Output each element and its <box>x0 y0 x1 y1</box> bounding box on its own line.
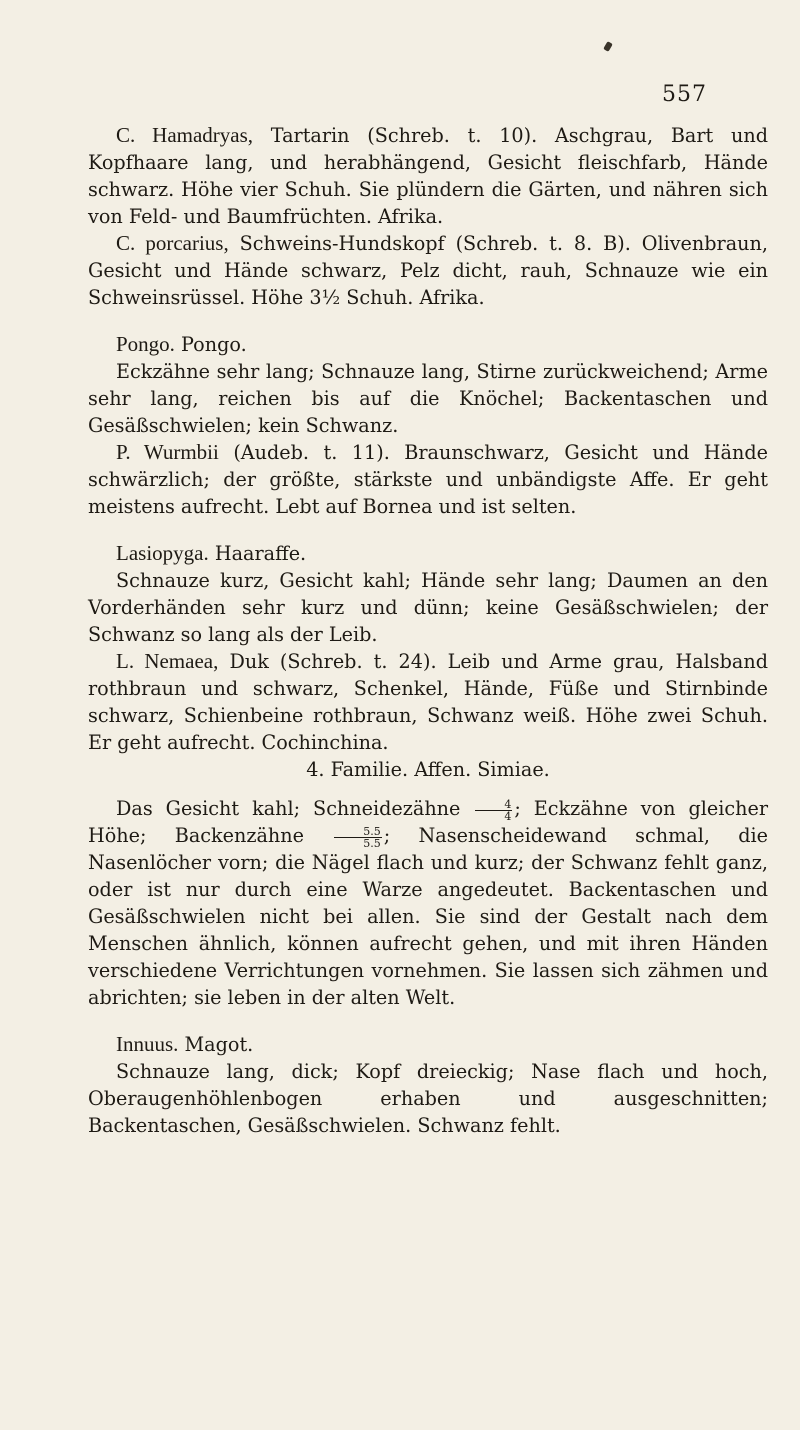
page-number: 557 <box>662 82 707 107</box>
entry-innuus-genus <box>88 1031 768 1058</box>
fraction-numerator: 4 <box>475 799 512 811</box>
spacer <box>88 1011 768 1031</box>
entry-pongo-genus <box>88 331 768 358</box>
genus-common-name: Haaraffe. <box>214 542 307 565</box>
fraction-numerator: 5.5 <box>334 826 382 838</box>
page-body <box>88 122 768 1139</box>
genus-name: Pongo. <box>116 332 175 356</box>
genus-description: Schnauze lang, dick; Kopf dreieckig; Nase flach und hoch, Oberaugenhöhlenbogen erhaben und ausgeschnitten; Backentaschen, Gesäßschwielen. Schwanz fehlt. <box>88 1060 768 1137</box>
genus-name: Lasiopyga. <box>116 541 209 565</box>
genus-common-name: Pongo. <box>181 333 247 356</box>
entry-nemaea <box>88 648 768 756</box>
molar-fraction <box>334 826 382 849</box>
corner-mark <box>603 41 613 52</box>
family-heading: 4. Familie. Affen. Simiae. <box>306 758 550 781</box>
genus-description: Schnauze kurz, Gesicht kahl; Hände sehr lang; Daumen an den Vorderhänden sehr kurz und dünn; keine Gesäßschwielen; der Schwanz so lang als der Leib. <box>88 569 768 646</box>
fraction-denominator: 4 <box>504 809 512 823</box>
species-name: C. porcarius, <box>116 231 229 255</box>
genus-name: Innuus. <box>116 1032 179 1056</box>
family-text-2: ; Eckzähne von gleicher Höhe; Backenzähne <box>88 797 768 847</box>
genus-common-name: Magot. <box>184 1033 254 1056</box>
family-text-1: Das Gesicht kahl; Schneidezähne <box>116 797 461 820</box>
genus-description: Eckzähne sehr lang; Schnauze lang, Stirne zurückweichend; Arme sehr lang, reichen bis auf die Knöchel; Backentaschen und Gesäßschwielen; kein Schwanz. <box>88 360 768 437</box>
entry-lasiopyga-genus <box>88 540 768 567</box>
spacer <box>88 311 768 331</box>
species-name: L. Nemaea, <box>116 649 219 673</box>
entry-lasiopyga-description <box>88 567 768 648</box>
entry-porcarius <box>88 230 768 311</box>
entry-innuus-description <box>88 1058 768 1139</box>
entry-pongo-description <box>88 358 768 439</box>
entry-text: (Audeb. t. 11). Braunschwarz, Gesicht und Hände schwärzlich; der größte, stärkste und unbändigste Affe. Er geht meistens aufrecht. Lebt auf Bornea und ist selten. <box>88 441 768 518</box>
fraction-denominator: 5.5 <box>363 836 381 850</box>
family-description <box>88 795 768 1011</box>
entry-hamadryas <box>88 122 768 230</box>
entry-text: Schweins-Hundskopf (Schreb. t. 8. B). Olivenbraun, Gesicht und Hände schwarz, Pelz dicht, rauh, Schnauze wie ein Schweinsrüssel. Höhe 3½ Schuh. Afrika. <box>88 232 768 309</box>
family-text-3: ; Nasenscheidewand schmal, die Nasenlöcher vorn; die Nägel flach und kurz; der Schwanz fehlt ganz, oder ist nur durch eine Warze angedeutet. Backentaschen und Gesäßschwielen nicht bei allen. Sie sind der Gestalt nach dem Menschen ähnlich, können aufrecht gehen, und mit ihren Händen verschiedene Verrichtungen vornehmen. Sie lassen sich zähmen und abrichten; sie leben in der alten Welt. <box>88 824 768 1009</box>
entry-wurmbii <box>88 439 768 520</box>
incisor-fraction <box>475 799 512 822</box>
entry-text: Tartarin (Schreb. t. 10). Aschgrau, Bart und Kopfhaare lang, und herabhängend, Gesicht fleischfarb, Hände schwarz. Höhe vier Schuh. Sie plündern die Gärten, und nähren sich von Feld- und Baumfrüchten. Afrika. <box>88 124 768 228</box>
entry-text: Duk (Schreb. t. 24). Leib und Arme grau, Halsband rothbraun und schwarz, Schenkel, Hände, Füße und Stirnbinde schwarz, Schienbeine rothbraun, Schwanz weiß. Höhe zwei Schuh. Er geht aufrecht. Cochinchina. <box>88 650 768 754</box>
species-name: C. Hamadryas, <box>116 123 254 147</box>
spacer <box>88 520 768 540</box>
species-name: P. Wurmbii <box>116 440 219 464</box>
